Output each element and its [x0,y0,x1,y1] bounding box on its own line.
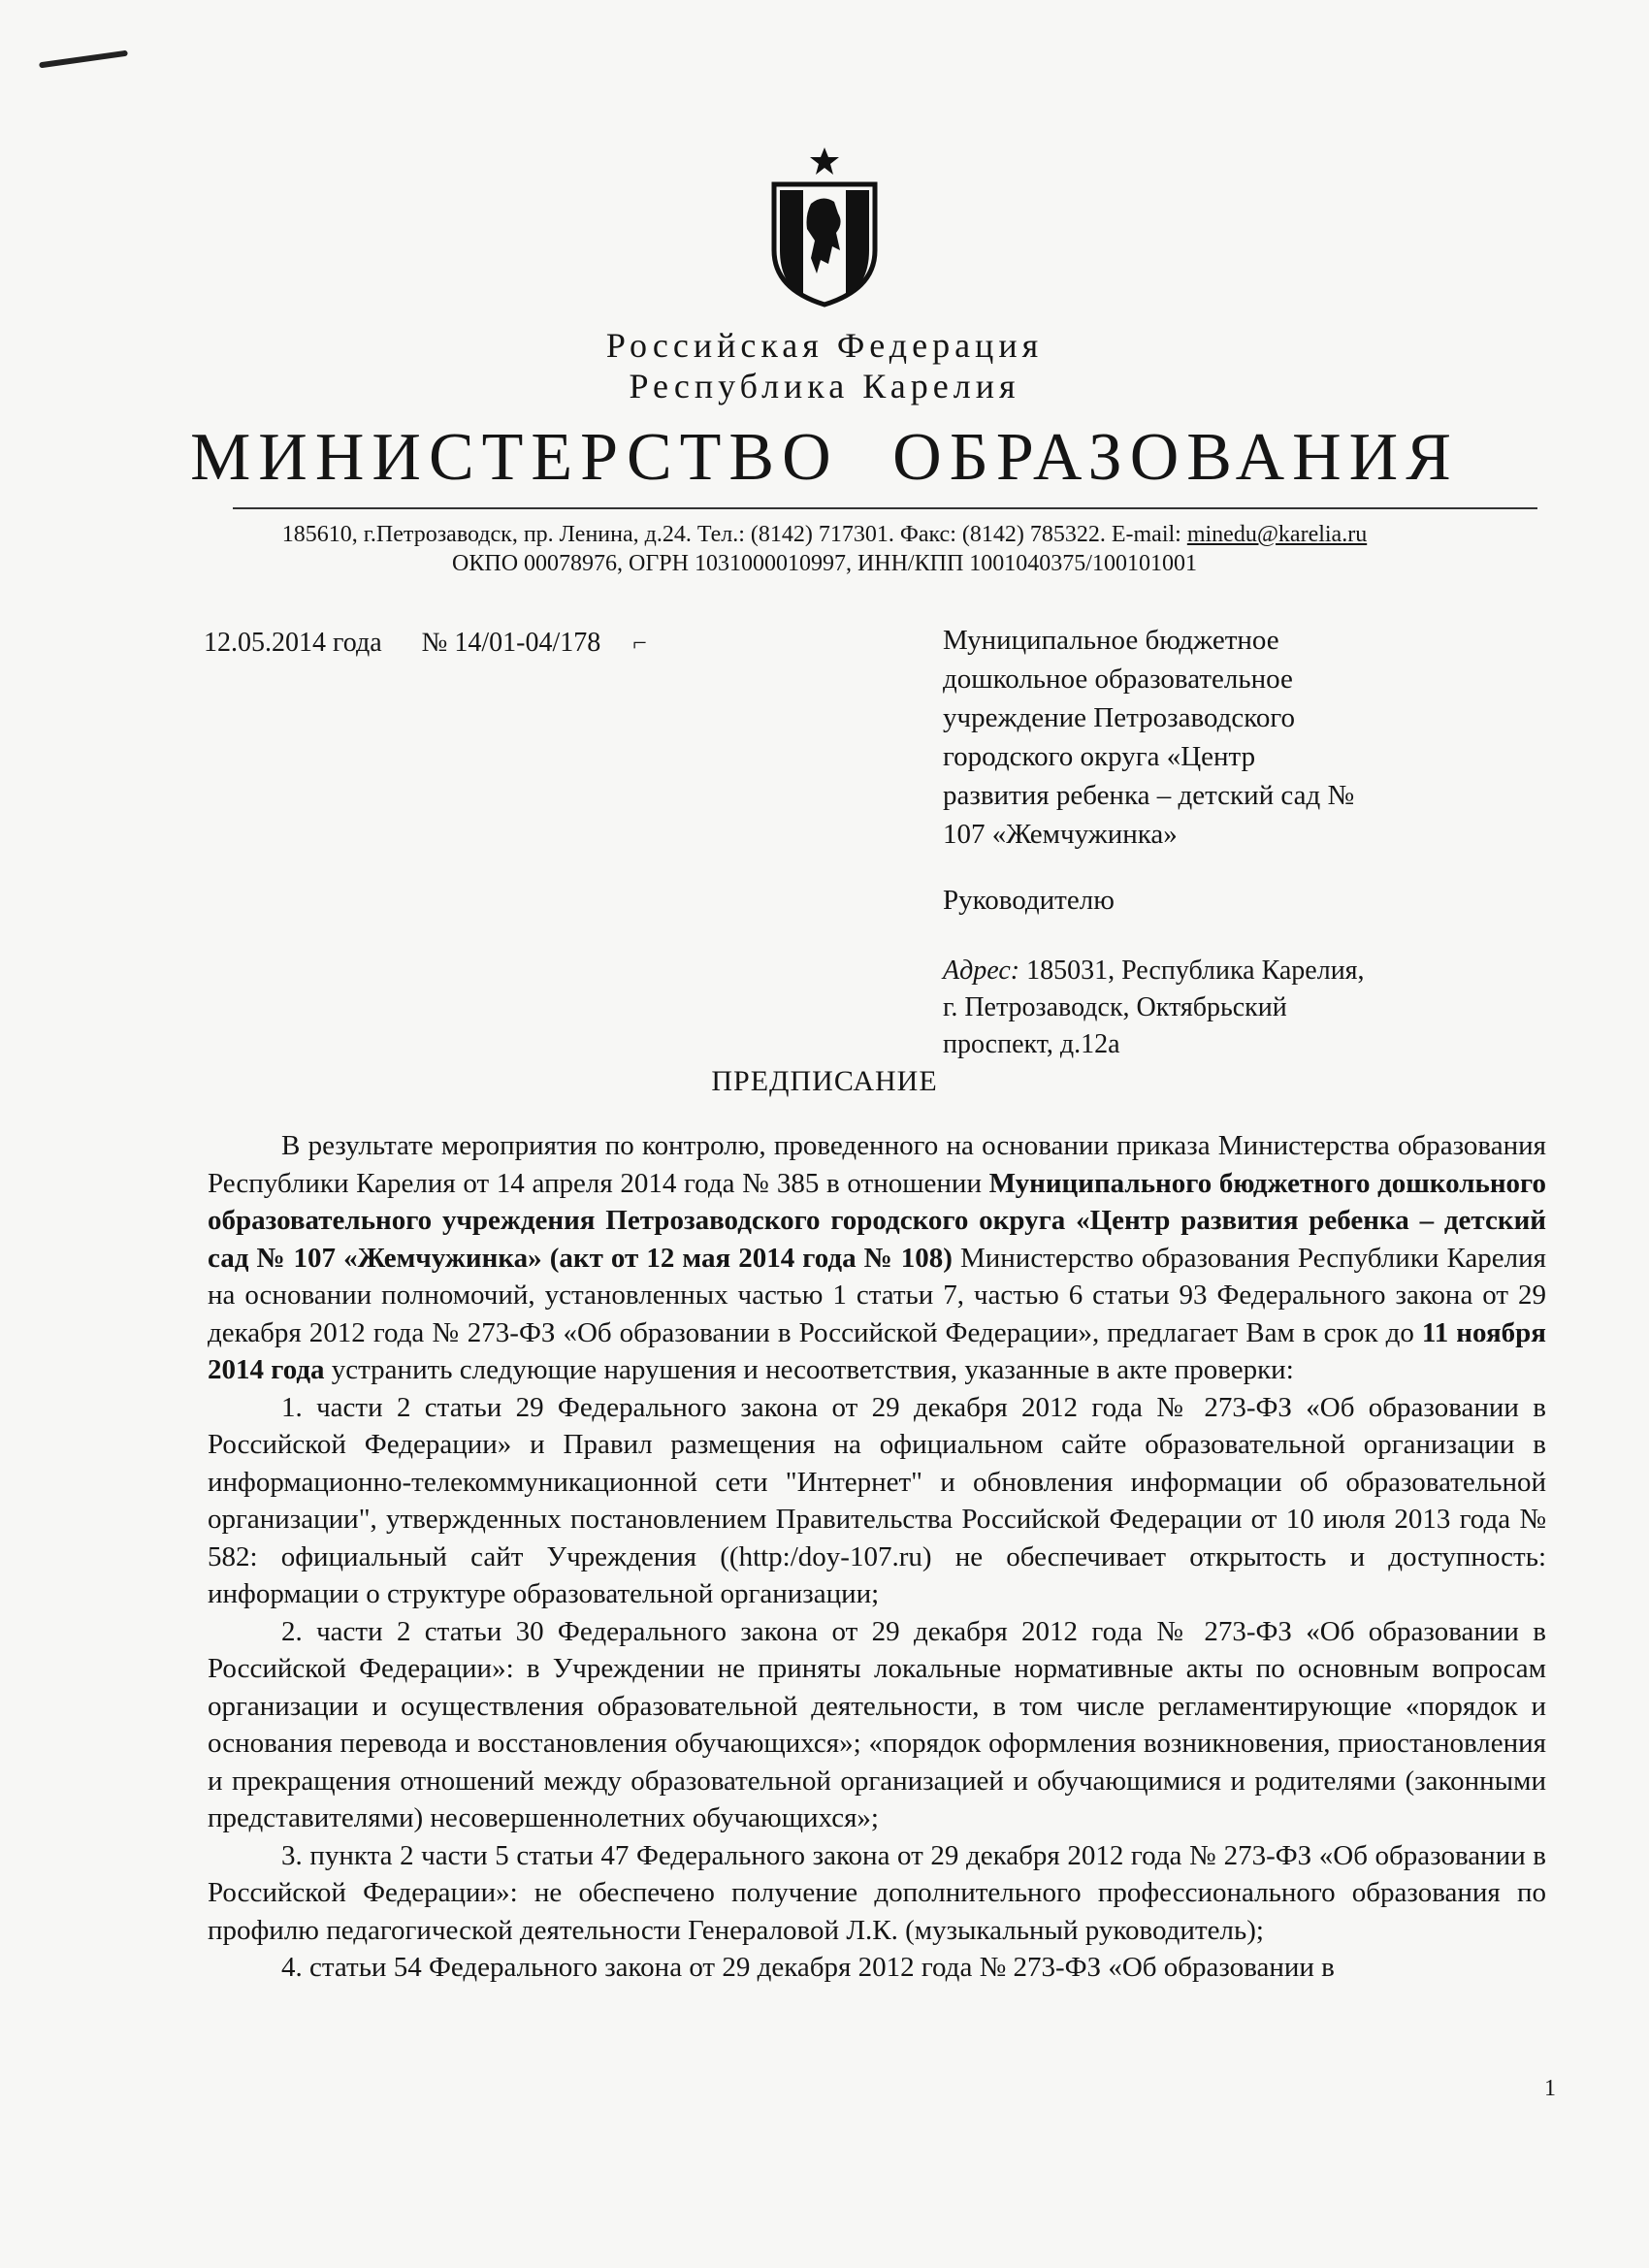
deadline-bold: 11 ноября 2014 года [208,1316,1546,1385]
corner-tick-mark: ⌐ [632,629,647,657]
document-number: № 14/01-04/178 [421,628,601,658]
header-divider [233,507,1537,509]
addressee-line: учреждение Петрозаводского [943,702,1296,733]
ministry-name: МИНИСТЕРСТВО ОБРАЗОВАНИЯ [190,420,1459,495]
republic-name: Республика Карелия [629,367,1020,405]
contact-address-phone: 185610, г.Петрозаводск, пр. Ленина, д.24. Тел.: (8142) 717301. Факс: (8142) 785322. E-mail: [281,522,1187,547]
violation-item-4: 4. статьи 54 Федерального закона от 29 декабря 2012 года № 273-ФЗ «Об образовании в [281,1952,1335,1983]
email-link[interactable]: minedu@karelia.ru [1186,522,1368,547]
document-date-number [204,627,647,660]
contact-block [0,520,1649,578]
country-name: Российская Федерация [605,326,1044,365]
document-body [208,1127,1546,1987]
violation-item-2: 2. части 2 статьи 30 Федерального закона от 29 декабря 2012 года № 273-ФЗ «Об образовании в Российской Федерации»: в Учреждении не приняты локальные нормативные акты по основным вопросам организации и осуществления образовательной деятельности, в том числе регламентирующие «порядок и основания перевода и восстановления обучающихся»; «порядок оформления возникновения, приостановления и прекращения отношений между образовательной организацией и обучающимися и родителями (законными представителями) несовершеннолетних обучающихся»; [208,1615,1546,1833]
page-number: 1 [1544,2076,1556,2101]
violation-item-3: 3. пункта 2 части 5 статьи 47 Федерального закона от 29 декабря 2012 года № 273-ФЗ «Об образовании в Российской Федерации»: не обеспечено получение дополнительного профессионального образования по профилю педагогической деятельности Генераловой Л.К. (музыкальный руководитель); [208,1839,1546,1946]
addressee-line: дошкольное образовательное [943,664,1293,695]
addressee-address [943,953,1486,1063]
document-title: ПРЕДПИСАНИЕ [711,1065,938,1097]
address-line: г. Петрозаводск, Октябрьский [943,992,1287,1022]
intro-text: устранить следующие нарушения и несоответствия, указанные в акте проверки: [324,1354,1294,1385]
addressee-line: развития ребенка – детский сад № [943,780,1355,811]
intro-paragraph [208,1127,1546,1389]
document-date: 12.05.2014 года [204,628,382,658]
address-label: Адрес: [943,956,1020,986]
address-line: 185031, Республика Карелия, [1019,956,1365,986]
addressee-role: Руководителю [943,885,1115,916]
karelia-coat-of-arms-icon [766,144,883,308]
addressee-block [943,621,1486,1063]
contact-line-1 [0,520,1649,549]
addressee-line: городского округа «Центр [943,741,1256,772]
intro-text: В результате мероприятия по контролю, проведенного на основании приказа Министерства образования Республики Карелия от 14 апреля 2014 года № 385 в отношении [208,1130,1546,1199]
violation-item-1: 1. части 2 статьи 29 Федерального закона от 29 декабря 2012 года № 273-ФЗ «Об образовании в Российской Федерации» и Правил размещения на официальном сайте образовательной организации в информационно-телекоммуникационной сети "Интернет" и обновления информации об образовательной организации", утвержденных постановлением Правительства Российской Федерации от 10 июля 2013 года № 582: официальный сайт Учреждения ((http:/doy-107.ru) не обеспечивает открытость и доступность: информации о структуре образовательной организации; [208,1391,1546,1609]
intro-text: Министерство образования Республики Карелия на основании полномочий, установленных частью 1 статьи 7, частью 6 статьи 93 Федерального закона от 29 декабря 2012 года № 273-ФЗ «Об образовании в Российской Федерации», предлагает Вам в срок до [208,1242,1546,1348]
address-line: проспект, д.12а [943,1029,1120,1059]
pen-mark [39,50,128,69]
addressee-line: 107 «Жемчужинка» [943,819,1178,850]
addressee-line: Муниципальное бюджетное [943,625,1279,656]
contact-line-2: ОКПО 00078976, ОГРН 1031000010997, ИНН/КПП 1001040375/100101001 [452,551,1197,576]
institution-name-bold: Муниципального бюджетного дошкольного образовательного учреждения Петрозаводского городского округа «Центр развития ребенка – детский сад № 107 «Жемчужинка» (акт от 12 мая 2014 года № 108) [208,1167,1546,1274]
